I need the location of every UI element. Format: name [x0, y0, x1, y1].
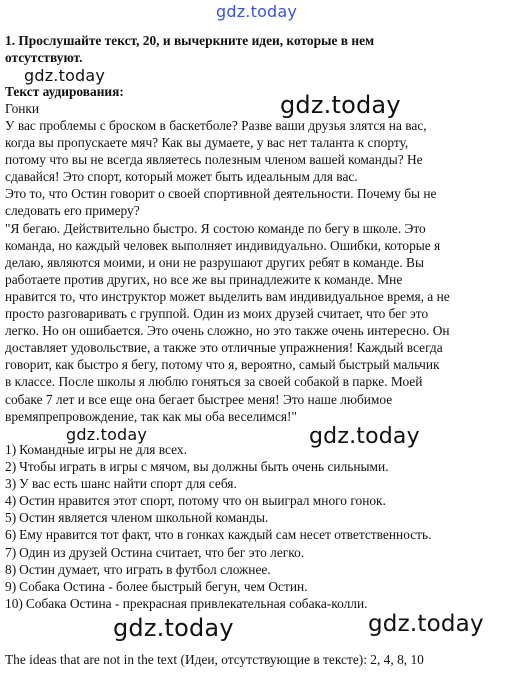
idea-text: Остин думает, что играть в футбол сложнее.	[19, 561, 271, 577]
body-line: нравится то, что инструктор может выделить вам индивидуальное время, а не	[5, 288, 450, 304]
body-line: просто разговаривать с группой. Один из моих друзей считает, что бег это	[5, 306, 429, 322]
idea-text: Один из друзей Остина считает, что бег это легко.	[19, 544, 305, 560]
transcript-body	[5, 117, 507, 425]
body-line: потому что вы не всегда являетесь полезным членом вашей команды? Не	[5, 152, 423, 168]
idea-item	[5, 561, 510, 578]
idea-item	[5, 509, 510, 526]
idea-text: Чтобы играть в игры с мячом, вы должны быть очень сильными.	[19, 459, 389, 475]
idea-number: 7)	[5, 544, 17, 560]
body-line: легко. Но он ошибается. Это очень сложно, но это также очень интересно. Он	[5, 323, 450, 339]
idea-item	[5, 475, 510, 492]
body-line: времяпрепровождение, так как мы оба веселимся!"	[5, 408, 297, 424]
idea-number: 8)	[5, 561, 17, 577]
body-line: "Я бегаю. Действительно быстро. Я состою команде по бегу в школе. Это	[5, 220, 426, 236]
text-title: Гонки	[5, 101, 40, 116]
idea-item	[5, 526, 510, 543]
watermark-top: gdz.today	[216, 2, 298, 21]
body-line: У вас проблемы с броском в баскетболе? Разве ваши друзья злятся на вас,	[5, 118, 427, 133]
ideas-list	[5, 441, 510, 612]
idea-text: У вас есть шанс найти спорт для себя.	[19, 476, 237, 492]
watermark: gdz.today	[24, 66, 106, 85]
watermark: gdz.today	[368, 611, 484, 637]
idea-number: 4)	[5, 493, 17, 509]
body-line: доставляет удовольствие, а также это отличные упражнения! Каждый всегда	[5, 340, 443, 356]
idea-text: Собака Остина - более быстрый бегун, чем Остин.	[19, 578, 308, 594]
idea-item	[5, 441, 510, 458]
watermark: gdz.today	[309, 424, 420, 449]
task-line-2: отсутствуют.	[5, 50, 83, 65]
body-line: работаете против других, но все же вы принадлежите к команде. Мне	[5, 271, 403, 287]
body-line: собаке 7 лет и все еще она бегает быстрее меня! Это наше любимое	[5, 391, 393, 407]
idea-text: Остин является членом школьной команды.	[19, 510, 269, 526]
idea-number: 5)	[5, 510, 17, 526]
body-line: в классе. После школы я люблю гоняться за своей собакой в парке. Моей	[5, 374, 423, 390]
body-line: когда вы пропускаете мяч? Как вы думаете, у вас нет таланта к спорту,	[5, 135, 409, 151]
idea-number: 6)	[5, 527, 17, 543]
idea-text: Командные игры не для всех.	[19, 442, 187, 457]
body-line: говорит, как быстро я бегу, потому что я, вероятно, самый быстрый мальчик	[5, 357, 440, 373]
idea-number: 10)	[5, 595, 23, 611]
idea-item	[5, 578, 510, 595]
idea-item	[5, 544, 510, 561]
idea-item	[5, 458, 510, 475]
transcript-heading: Текст аудирования:	[5, 84, 124, 99]
body-line: следовать его примеру?	[5, 203, 140, 219]
watermark: gdz.today	[66, 425, 148, 444]
idea-item	[5, 492, 510, 509]
body-line: делаю, являются моими, и они не разрушают других ребят в команде. Вы	[5, 254, 424, 270]
idea-item	[5, 595, 510, 612]
watermark: gdz.today	[280, 91, 401, 119]
watermark: gdz.today	[113, 614, 234, 642]
idea-text: Ему нравится тот факт, что в гонках каждый сам несет ответственность.	[19, 527, 432, 543]
answer-result: The ideas that are not in the text (Идеи, отсутствующие в тексте): 2, 4, 8, 10	[5, 652, 424, 667]
body-line: Это то, что Остин говорит о своей спортивной деятельности. Почему бы не	[5, 186, 437, 202]
task-instruction	[5, 32, 510, 66]
idea-number: 1)	[5, 442, 17, 457]
task-line-1: 1. Прослушайте текст, 20, и вычеркните идеи, которые в нем	[5, 33, 375, 48]
idea-number: 9)	[5, 578, 17, 594]
body-line: сдавайся! Это спорт, который может быть идеальным для вас.	[5, 169, 358, 185]
idea-text: Собака Остина - прекрасная привлекательная собака-колли.	[25, 595, 368, 611]
body-line: команда, но каждый человек выполняет индивидуально. Ошибки, которые я	[5, 237, 441, 253]
idea-text: Остин нравится этот спорт, потому что он выиграл много гонок.	[19, 493, 386, 509]
idea-number: 3)	[5, 476, 17, 492]
idea-number: 2)	[5, 459, 17, 475]
